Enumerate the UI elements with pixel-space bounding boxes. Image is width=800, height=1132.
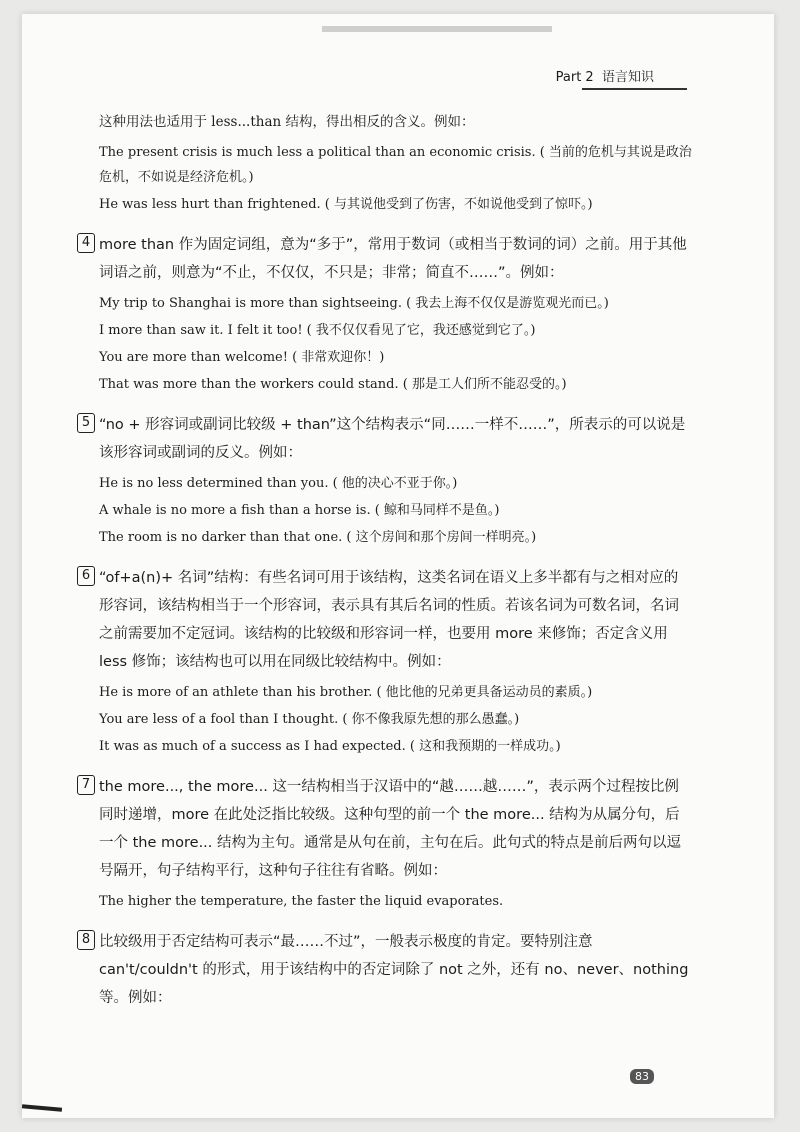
example-sentence: It was as much of a success as I had expected. ( 这和我预期的一样成功。) (99, 739, 561, 754)
rule-item-5 (77, 411, 692, 550)
rule-item-4 (77, 231, 692, 397)
rule-item-8 (77, 928, 692, 1012)
item-text: 比较级用于否定结构可表示“最……不过”，一般表示极度的肯定。要特别注意 can't/couldn't 的形式，用于该结构中的否定词除了 not 之外，还有 no、never、nothing 等。例如： (99, 934, 689, 1006)
example-sentence: You are more than welcome! ( 非常欢迎你！) (99, 350, 385, 365)
page-number: 83 (630, 1069, 654, 1084)
page-content (77, 110, 692, 1016)
page-top-edge (322, 26, 552, 32)
item-number: 6 (77, 566, 95, 586)
rule-item-7 (77, 773, 692, 914)
item-number: 4 (77, 233, 95, 253)
example-sentence: He is no less determined than you. ( 他的决心不亚于你。) (99, 476, 458, 491)
running-header (556, 66, 654, 85)
item-text: “no + 形容词或副词比较级 + than”这个结构表示“同……一样不……”，所表示的可以说是该形容词或副词的反义。例如： (99, 417, 686, 461)
example-sentence: The higher the temperature, the faster the liquid evaporates. (99, 894, 504, 909)
header-rule (582, 88, 687, 90)
item-number: 7 (77, 775, 95, 795)
header-part: Part 2 (555, 70, 594, 85)
intro-text: 这种用法也适用于 less...than 结构，得出相反的含义。例如： (99, 114, 475, 130)
item-text: “of+a(n)+ 名词”结构：有些名词可用于该结构，这类名词在语义上多半都有与之相对应的形容词，该结构相当于一个形容词，表示具有其后名词的性质。若该名词为可数名词，名词之前需要加不定冠词。该结构的比较级和形容词一样，也要用 more 来修饰；否定含义用 less 修饰；该结构也可以用在同级比较结构中。例如： (99, 570, 679, 670)
example-sentence: The present crisis is much less a political than an economic crisis. ( 当前的危机与其说是政治危机，不如说是经济危机。) (99, 145, 692, 185)
example-sentence: He was less hurt than frightened. ( 与其说他受到了伤害，不如说他受到了惊吓。) (99, 197, 593, 212)
example-sentence: He is more of an athlete than his brother. ( 他比他的兄弟更具备运动员的素质。) (99, 685, 593, 700)
header-section: 语言知识 (601, 70, 654, 85)
item-text: more than 作为固定词组，意为“多于”，常用于数词（或相当于数词的词）之前。用于其他词语之前，则意为“不止，不仅仅，不只是；非常；简直不……”。例如： (99, 237, 687, 281)
item-number: 8 (77, 930, 95, 950)
example-sentence: That was more than the workers could stand. ( 那是工人们所不能忍受的。) (99, 377, 567, 392)
book-page (22, 14, 774, 1118)
example-sentence: You are less of a fool than I thought. ( 你不像我原先想的那么愚蠢。) (99, 712, 520, 727)
item-number: 5 (77, 413, 95, 433)
example-sentence: My trip to Shanghai is more than sightseeing. ( 我去上海不仅仅是游览观光而已。) (99, 296, 609, 311)
rule-item-6 (77, 564, 692, 759)
example-sentence: A whale is no more a fish than a horse is. ( 鲸和马同样不是鱼。) (99, 503, 500, 518)
page-edge-mark (22, 1104, 62, 1111)
item-text: the more..., the more... 这一结构相当于汉语中的“越……越……”，表示两个过程按比例同时递增，more 在此处泛指比较级。这种句型的前一个 the more... 结构为从属分句，后一个 the more... 结构为主句。通常是从句在前，主句在后。此句式的特点是前后两句以逗号隔开，句子结构平行，这种句子往往有省略。例如： (99, 779, 682, 879)
example-sentence: The room is no darker than that one. ( 这个房间和那个房间一样明亮。) (99, 530, 537, 545)
example-sentence: I more than saw it. I felt it too! ( 我不仅仅看见了它，我还感觉到它了。) (99, 323, 536, 338)
